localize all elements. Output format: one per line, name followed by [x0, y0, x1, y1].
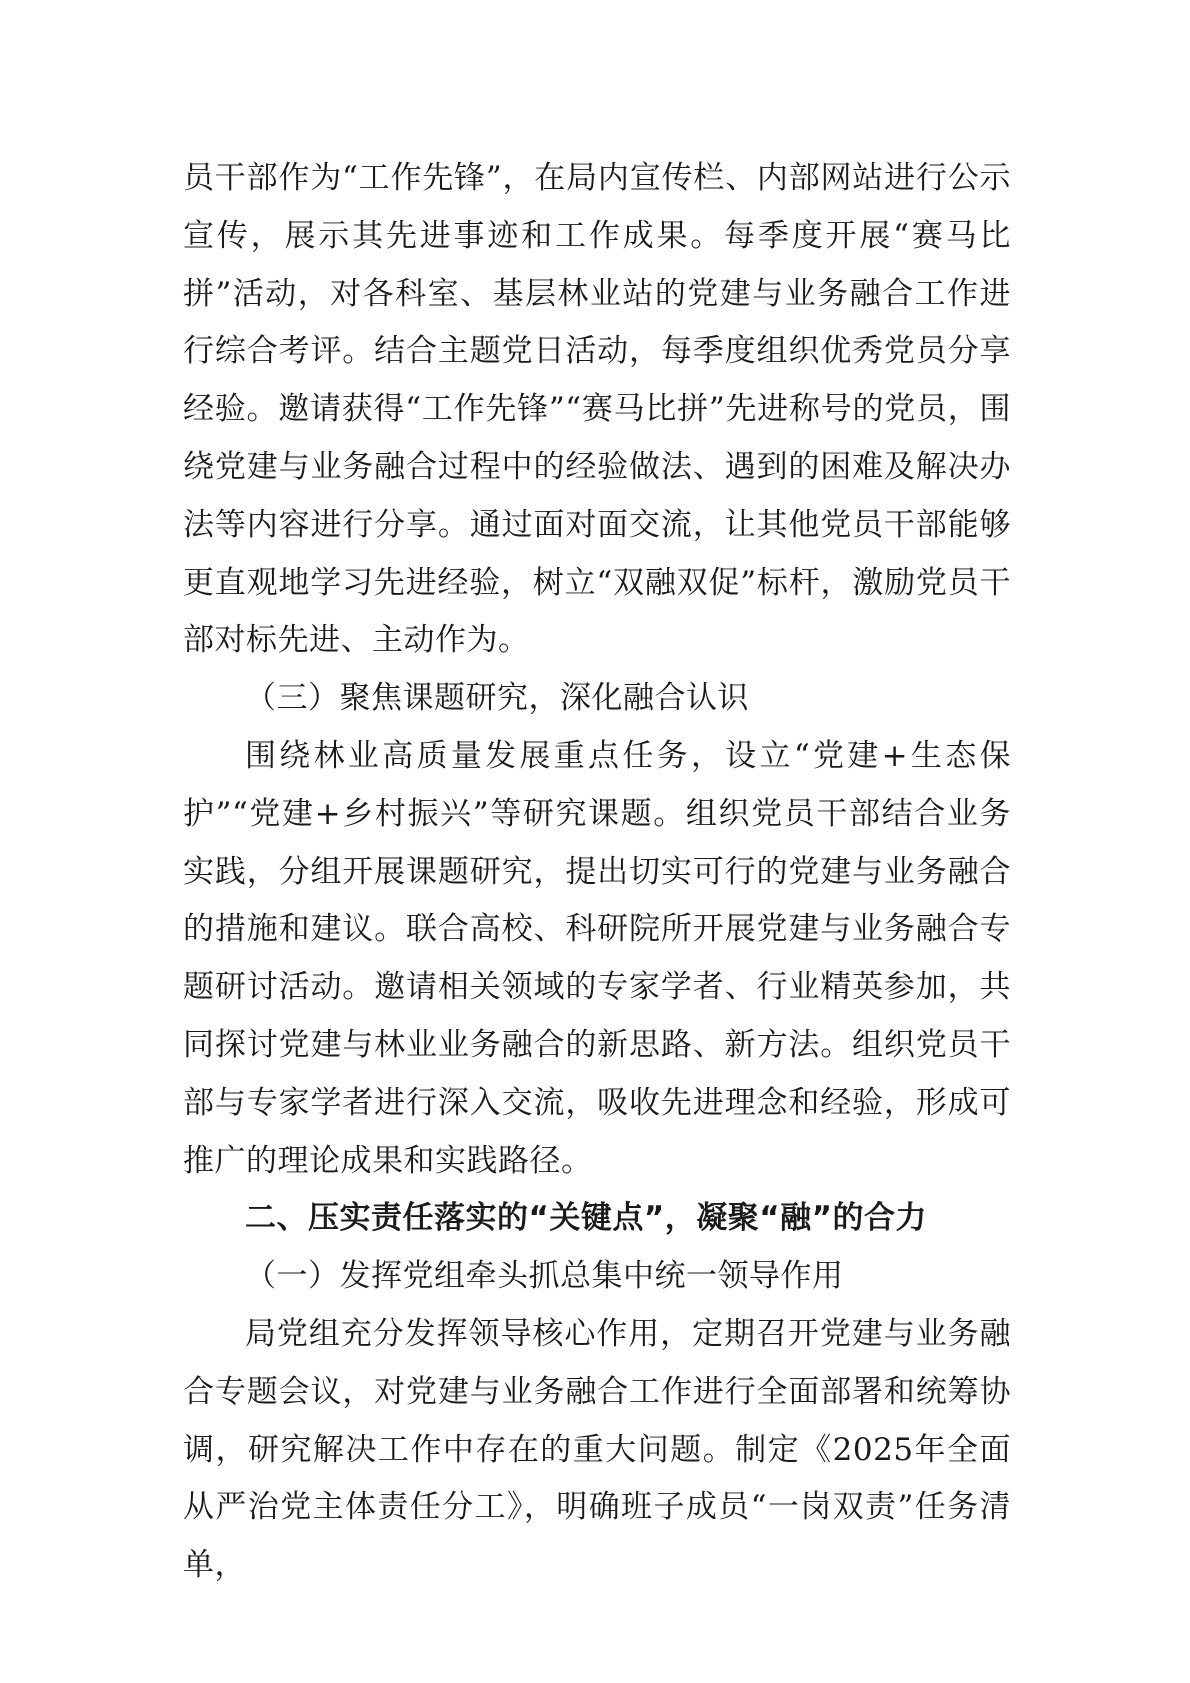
- section-two-heading: 二、压实责任落实的“关键点”，凝聚“融”的合力: [245, 1200, 927, 1237]
- body-paragraph-research: 围绕林业高质量发展重点任务，设立“党建+生态保护”“党建+乡村振兴”等研究课题。组织党员干部结合业务实践，分组开展课题研究，提出切实可行的党建与业务融合的措施和建议。联合高校、科研院所开展党建与业务融合专题研讨活动。邀请相关领域的专家学者、行业精英参加，共同探讨党建与林业业务融合的新思路、新方法。组织党员干部与专家学者进行深入交流，吸收先进理念和经验，形成可推广的理论成果和实践路径。: [183, 737, 1011, 1179]
- body-paragraph-continued: 员干部作为“工作先锋”，在局内宣传栏、内部网站进行公示宣传，展示其先进事迹和工作成果。每季度开展“赛马比拼”活动，对各科室、基层林业站的党建与业务融合工作进行综合考评。结合主题党日活动，每季度组织优秀党员分享经验。邀请获得“工作先锋”“赛马比拼”先进称号的党员，围绕党建与业务融合过程中的经验做法、遇到的困难及解决办法等内容进行分享。通过面对面交流，让其他党员干部能够更直观地学习先进经验，树立“双融双促”标杆，激励党员干部对标先进、主动作为。: [183, 160, 1011, 659]
- document-body: [183, 150, 1011, 1595]
- subheading-three: （三）聚焦课题研究，深化融合认识: [245, 680, 749, 717]
- body-paragraph-leadership: 局党组充分发挥领导核心作用，定期召开党建与业务融合专题会议，对党建与业务融合工作进行全面部署和统筹协调，研究解决工作中存在的重大问题。制定《2025年全面从严治党主体责任分工》，明确班子成员“一岗双责”任务清单，: [183, 1315, 1011, 1584]
- subheading-one: （一）发挥党组牵头抓总集中统一领导作用: [245, 1258, 844, 1295]
